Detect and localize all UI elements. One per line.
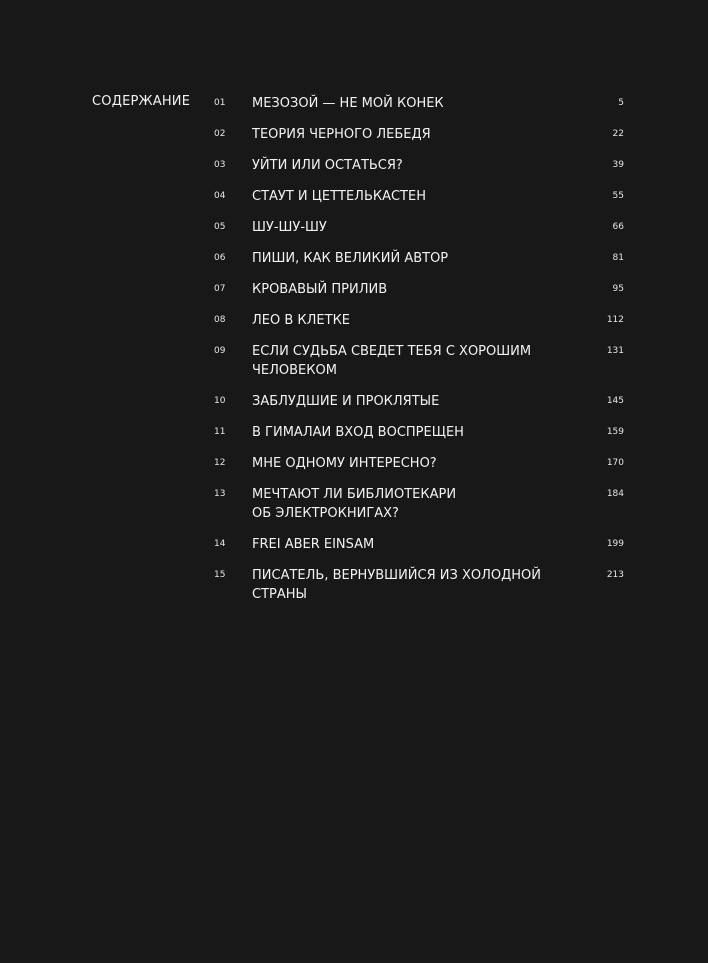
toc-entry-page: 145 (606, 396, 624, 406)
toc-entry-number: 15 (214, 570, 226, 580)
toc-entry-title: МЕЧТАЮТ ЛИ БИБЛИОТЕКАРИ ОБ ЭЛЕКТРОКНИГАХ? (252, 487, 457, 521)
toc-entry-title: ПИШИ, КАК ВЕЛИКИЙ АВТОР (252, 251, 449, 266)
toc-entry-number: 06 (214, 253, 226, 263)
toc-entry-page: 184 (606, 489, 624, 499)
toc-entry-number: 14 (214, 539, 226, 549)
toc-entry-title: КРОВАВЫЙ ПРИЛИВ (252, 282, 388, 297)
toc-entry-title: ШУ-ШУ-ШУ (252, 220, 327, 235)
toc-entry[interactable] (214, 311, 624, 330)
toc-entry-page: 95 (612, 284, 624, 294)
toc-entry[interactable] (214, 535, 624, 554)
toc-entry-title: СТАУТ И ЦЕТТЕЛЬКАСТЕН (252, 189, 426, 204)
toc-entry[interactable] (214, 454, 624, 473)
toc-entry-number: 01 (214, 98, 226, 108)
toc-entry[interactable] (214, 392, 624, 411)
toc-entry-page: 81 (612, 253, 624, 263)
toc-entry-number: 02 (214, 129, 226, 139)
toc-heading: СОДЕРЖАНИЕ (92, 94, 191, 109)
toc-entry-page: 131 (606, 346, 624, 356)
toc-entry-page: 66 (612, 222, 624, 232)
toc-entry[interactable] (214, 187, 624, 206)
toc-entry-number: 08 (214, 315, 226, 325)
toc-entry-number: 09 (214, 346, 226, 356)
toc-entry-title: МЕЗОЗОЙ — НЕ МОЙ КОНЕК (252, 96, 444, 111)
toc-entry-page: 39 (612, 160, 624, 170)
toc-entry[interactable] (214, 249, 624, 268)
toc-entry-title: МНЕ ОДНОМУ ИНТЕРЕСНО? (252, 456, 437, 471)
toc-entry-page: 112 (606, 315, 624, 325)
toc-entry[interactable] (214, 218, 624, 237)
toc-entry-title: ТЕОРИЯ ЧЕРНОГО ЛЕБЕДЯ (252, 127, 431, 142)
toc-entry-title: УЙТИ ИЛИ ОСТАТЬСЯ? (252, 158, 403, 173)
toc-entry-number: 11 (214, 427, 226, 437)
toc-entry-title: ПИСАТЕЛЬ, ВЕРНУВШИЙСЯ ИЗ ХОЛОДНОЙ СТРАНЫ (252, 568, 541, 602)
toc-entry[interactable] (214, 125, 624, 144)
toc-entry-number: 03 (214, 160, 226, 170)
toc-entry-title: ЕСЛИ СУДЬБА СВЕДЕТ ТЕБЯ С ХОРОШИМ ЧЕЛОВЕКОМ (252, 344, 532, 378)
toc-entry-page: 5 (618, 98, 624, 108)
toc-entry-page: 199 (606, 539, 624, 549)
toc-entry-number: 12 (214, 458, 226, 468)
toc-entry[interactable] (214, 423, 624, 442)
toc-entry-title: В ГИМАЛАИ ВХОД ВОСПРЕЩЕН (252, 425, 464, 440)
toc-entry[interactable] (214, 94, 624, 113)
toc-entry-page: 22 (612, 129, 624, 139)
toc-entry-title: ЗАБЛУДШИЕ И ПРОКЛЯТЫЕ (252, 394, 440, 409)
toc-entry-page: 213 (606, 570, 624, 580)
toc-entry-number: 10 (214, 396, 226, 406)
toc-entry-page: 159 (606, 427, 624, 437)
toc-entry-page: 170 (606, 458, 624, 468)
toc-entry-number: 04 (214, 191, 226, 201)
toc-entry-number: 13 (214, 489, 226, 499)
toc-entry[interactable] (214, 485, 624, 523)
toc-entry[interactable] (214, 566, 624, 604)
toc-entry-title: FREI ABER EINSAM (252, 537, 375, 552)
toc-entry[interactable] (214, 342, 624, 380)
toc-list (214, 94, 624, 616)
toc-entry-page: 55 (612, 191, 624, 201)
toc-entry[interactable] (214, 280, 624, 299)
toc-entry-number: 07 (214, 284, 226, 294)
toc-entry-title: ЛЕО В КЛЕТКЕ (252, 313, 351, 328)
toc-entry-number: 05 (214, 222, 226, 232)
toc-entry[interactable] (214, 156, 624, 175)
